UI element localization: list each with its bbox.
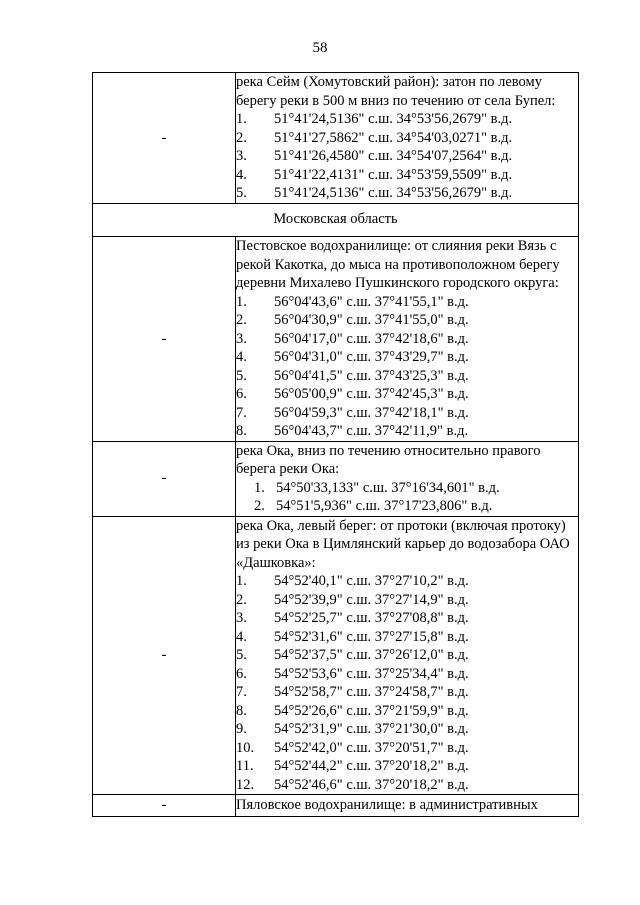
coordinate-value: 56°05'00,9" с.ш. 37°42'45,3" в.д. <box>274 386 469 402</box>
coordinate-value: 54°51'5,936" с.ш. 37°17'23,806" в.д. <box>276 498 493 514</box>
coordinate-item <box>236 129 578 148</box>
page-number: 58 <box>312 40 328 56</box>
coordinate-value: 56°04'59,3" с.ш. 37°42'18,1" в.д. <box>274 404 469 421</box>
coordinate-item <box>236 497 578 516</box>
coordinate-item <box>236 665 578 684</box>
coordinate-value: 54°52'25,7" с.ш. 37°27'08,8" в.д. <box>274 610 469 626</box>
coordinate-item <box>236 683 578 702</box>
coordinate-number: 4. <box>236 166 247 183</box>
coordinate-list <box>236 479 578 516</box>
coordinate-number: 3. <box>236 148 247 164</box>
row-content <box>236 237 579 442</box>
coordinate-number: 2. <box>236 591 247 608</box>
coordinate-number: 5. <box>236 647 247 663</box>
coordinate-value: 56°04'41,5" с.ш. 37°43'25,3" в.д. <box>274 367 469 384</box>
coordinate-value: 51°41'26,4580" с.ш. 34°54'07,2564" в.д. <box>274 148 513 164</box>
coordinate-number: 7. <box>236 684 247 700</box>
coordinate-list <box>236 293 578 441</box>
coordinate-item <box>236 385 578 404</box>
coordinate-value: 56°04'30,9" с.ш. 37°41'55,0" в.д. <box>274 312 469 328</box>
coordinate-item <box>236 609 578 628</box>
row-marker: - <box>93 73 236 204</box>
coordinate-item <box>236 422 578 441</box>
coordinate-item <box>236 572 578 591</box>
coordinate-item <box>236 757 578 776</box>
coordinate-value: 51°41'24,5136" с.ш. 34°53'56,2679" в.д. <box>274 111 513 127</box>
coordinate-item <box>236 311 578 330</box>
coordinate-item <box>236 293 578 312</box>
coordinate-number: 10. <box>236 739 255 756</box>
coordinate-item <box>236 591 578 610</box>
coordinate-number: 1. <box>236 573 247 589</box>
coordinate-number: 4. <box>236 349 247 365</box>
row-marker: - <box>93 516 236 795</box>
coordinate-value: 54°52'46,6" с.ш. 37°20'18,2" в.д. <box>274 776 469 793</box>
coordinate-number: 1. <box>254 479 265 496</box>
coordinate-value: 54°52'58,7" с.ш. 37°24'58,7" в.д. <box>274 684 469 700</box>
coordinate-value: 54°52'53,6" с.ш. 37°25'34,4" в.д. <box>274 665 469 682</box>
coordinate-number: 9. <box>236 721 247 737</box>
table-row <box>93 73 579 204</box>
coordinate-number: 1. <box>236 111 247 127</box>
coordinate-number: 1. <box>236 293 247 310</box>
coordinate-item <box>236 367 578 386</box>
coordinate-value: 54°52'39,9" с.ш. 37°27'14,9" в.д. <box>274 591 469 608</box>
coordinate-value: 56°04'31,0" с.ш. 37°43'29,7" в.д. <box>274 349 469 365</box>
coordinate-value: 51°41'27,5862" с.ш. 34°54'03,0271" в.д. <box>274 129 513 146</box>
coordinate-item <box>236 702 578 721</box>
coordinate-value: 56°04'43,7" с.ш. 37°42'11,9" в.д. <box>274 423 469 439</box>
coordinate-value: 54°50'33,133" с.ш. 37°16'34,601" в.д. <box>276 479 500 496</box>
row-content <box>236 795 579 817</box>
region-header-row <box>93 203 579 237</box>
water-body-description: река Ока, левый берег: от протоки (включая протоку) из реки Ока в Цимлянский карьер до водозабора ОАО «Дашковка»: <box>236 517 570 571</box>
coordinate-item <box>236 330 578 349</box>
table-row <box>93 237 579 442</box>
coordinate-list <box>236 572 578 794</box>
coordinate-number: 12. <box>236 776 255 793</box>
coordinate-item <box>236 479 578 498</box>
coordinate-item <box>236 739 578 758</box>
coordinate-number: 8. <box>236 423 247 439</box>
coordinate-value: 54°52'26,6" с.ш. 37°21'59,9" в.д. <box>274 702 469 719</box>
coordinate-number: 6. <box>236 665 247 682</box>
coordinate-value: 56°04'17,0" с.ш. 37°42'18,6" в.д. <box>274 330 469 347</box>
coordinate-value: 54°52'42,0" с.ш. 37°20'51,7" в.д. <box>274 739 469 756</box>
coordinate-item <box>236 147 578 166</box>
coordinate-number: 2. <box>236 312 247 328</box>
coordinate-number: 8. <box>236 702 247 719</box>
coordinate-value: 56°04'43,6" с.ш. 37°41'55,1" в.д. <box>274 293 469 310</box>
coordinate-number: 2. <box>254 498 265 514</box>
row-marker: - <box>93 441 236 516</box>
coordinate-item <box>236 646 578 665</box>
row-content <box>236 73 579 204</box>
coordinate-item <box>236 720 578 739</box>
coordinate-item <box>236 110 578 129</box>
row-marker: - <box>93 237 236 442</box>
water-body-description: Пяловское водохранилище: в административных <box>236 797 538 814</box>
row-marker: - <box>93 795 236 817</box>
coordinate-item <box>236 348 578 367</box>
coordinate-item <box>236 628 578 647</box>
table-row <box>93 795 579 817</box>
coordinate-value: 54°52'44,2" с.ш. 37°20'18,2" в.д. <box>274 758 469 774</box>
coordinate-value: 54°52'31,6" с.ш. 37°27'15,8" в.д. <box>274 628 469 645</box>
table-body <box>93 73 579 817</box>
table-row <box>93 516 579 795</box>
table-row <box>93 441 579 516</box>
coordinate-number: 6. <box>236 386 247 402</box>
coordinate-list <box>236 110 578 203</box>
row-content <box>236 516 579 795</box>
coordinate-value: 51°41'24,5136" с.ш. 34°53'56,2679" в.д. <box>274 185 513 201</box>
coordinate-number: 4. <box>236 628 247 645</box>
region-name: Московская область <box>93 203 579 237</box>
coordinate-number: 11. <box>236 758 254 774</box>
coordinate-number: 5. <box>236 185 247 201</box>
coordinate-number: 3. <box>236 330 247 347</box>
coordinate-item <box>236 184 578 203</box>
water-body-description: река Ока, вниз по течению относительно правого берега реки Ока: <box>236 442 541 477</box>
coordinate-item <box>236 166 578 185</box>
coordinate-value: 51°41'22,4131" с.ш. 34°53'59,5509" в.д. <box>274 166 513 183</box>
water-body-description: река Сейм (Хомутовский район): затон по левому берегу реки в 500 м вниз по течению от села Бупел: <box>236 74 556 109</box>
row-content <box>236 441 579 516</box>
coordinate-value: 54°52'37,5" с.ш. 37°26'12,0" в.д. <box>274 647 469 663</box>
coordinates-table <box>92 72 579 817</box>
coordinate-value: 54°52'40,1" с.ш. 37°27'10,2" в.д. <box>274 573 469 589</box>
coordinate-item <box>236 404 578 423</box>
coordinate-number: 3. <box>236 610 247 626</box>
coordinate-number: 2. <box>236 129 247 146</box>
water-body-description: Пестовское водохранилище: от слияния реки Вязь с рекой Какотка, до мыса на противоположном берегу деревни Михалево Пушкинского городского округа: <box>236 238 560 291</box>
coordinate-number: 5. <box>236 367 247 384</box>
coordinate-item <box>236 776 578 795</box>
coordinate-value: 54°52'31,9" с.ш. 37°21'30,0" в.д. <box>274 721 469 737</box>
coordinate-number: 7. <box>236 404 247 421</box>
